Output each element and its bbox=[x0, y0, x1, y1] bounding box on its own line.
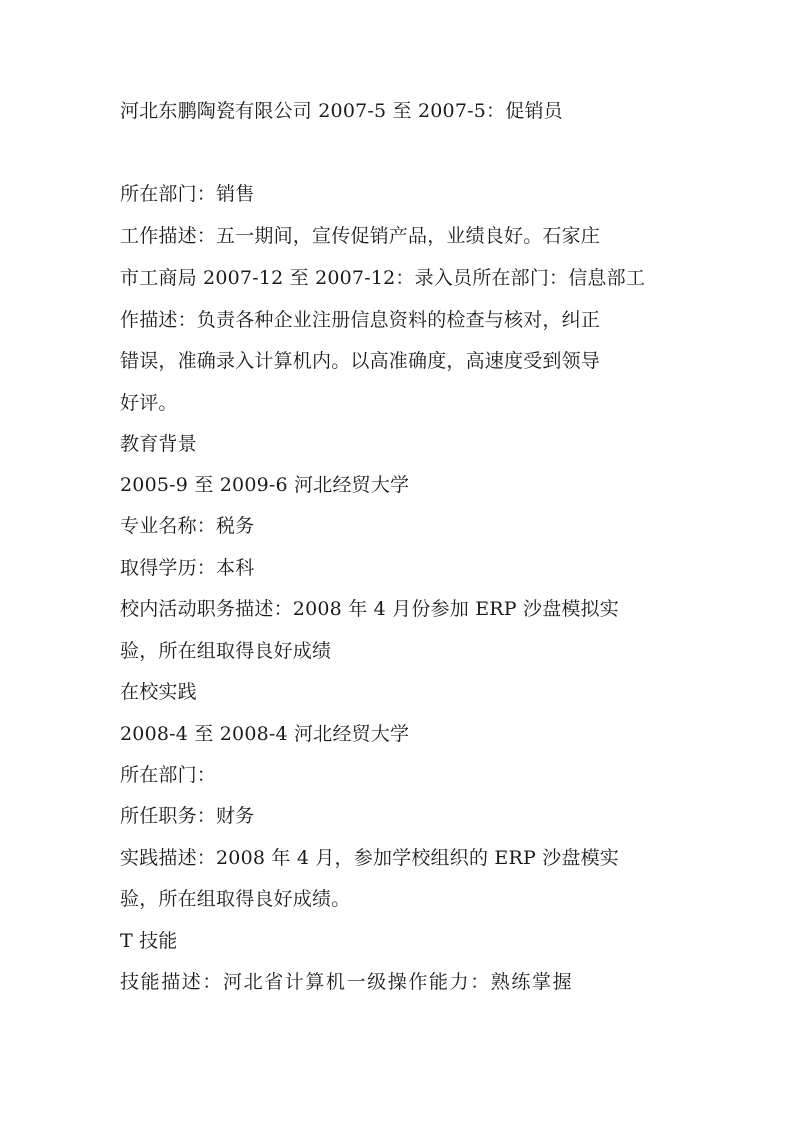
campus-activity-line: 验，所在组取得良好成绩 bbox=[120, 640, 332, 662]
section-heading-skills: T 技能 bbox=[120, 930, 178, 952]
skills-description-line: 技能描述：河北省计算机一级操作能力：熟练掌握 bbox=[120, 971, 574, 993]
campus-activity-line: 校内活动职务描述：2008 年 4 月份参加 ERP 沙盘模拟实 bbox=[120, 598, 620, 620]
work-description-line: 工作描述：五一期间，宣传促销产品，业绩良好。石家庄 bbox=[120, 225, 601, 247]
education-entry-line: 2005-9 至 2009-6 河北经贸大学 bbox=[120, 474, 410, 496]
job-entry-line: 河北东鹏陶瓷有限公司 2007-5 至 2007-5：促销员 bbox=[120, 100, 563, 122]
degree-line: 取得学历：本科 bbox=[120, 557, 255, 579]
practice-department-line: 所在部门： bbox=[120, 764, 217, 786]
practice-entry-line: 2008-4 至 2008-4 河北经贸大学 bbox=[120, 723, 410, 745]
work-description-line: 错误，准确录入计算机内。以高准确度，高速度受到领导 bbox=[120, 350, 601, 372]
major-line: 专业名称：税务 bbox=[120, 515, 255, 537]
department-line: 所在部门：销售 bbox=[120, 183, 255, 205]
work-description-line: 市工商局 2007-12 至 2007-12：录入员所在部门：信息部工 bbox=[120, 267, 646, 289]
section-heading-education: 教育背景 bbox=[120, 433, 197, 455]
practice-description-line: 实践描述：2008 年 4 月，参加学校组织的 ERP 沙盘模实 bbox=[120, 847, 620, 869]
work-description-line: 好评。 bbox=[120, 392, 178, 414]
work-description-line: 作描述：负责各种企业注册信息资料的检查与核对，纠正 bbox=[120, 309, 601, 331]
practice-position-line: 所任职务：财务 bbox=[120, 805, 255, 827]
section-heading-practice: 在校实践 bbox=[120, 681, 197, 703]
practice-description-line: 验，所在组取得良好成绩。 bbox=[120, 888, 351, 910]
